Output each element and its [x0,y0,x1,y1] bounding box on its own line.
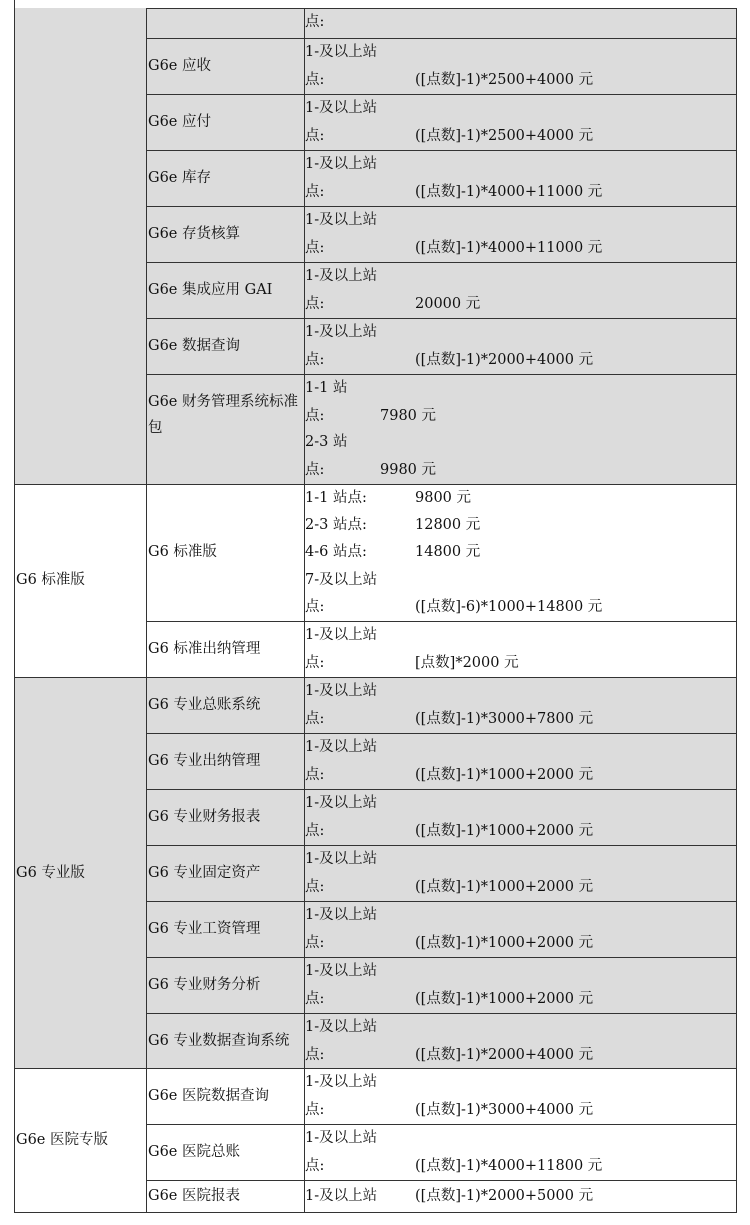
module-name: G6 专业出纳管理 [148,753,261,769]
row-divider [146,957,736,958]
site-range: 4-6 站点: [305,544,367,560]
price-formula: ([点数]-1)*1000+2000 元 [415,823,594,839]
site-range: 1-及以上站 [305,1188,378,1204]
row-divider [146,1013,736,1014]
site-range: 点: [305,184,325,200]
site-range: 1-1 站 [305,380,348,396]
price-formula: ([点数]-1)*2000+4000 元 [415,1047,594,1063]
price-formula: ([点数]-6)*1000+14800 元 [415,599,603,615]
group-label: G6 标准版 [16,572,85,588]
row-divider [146,318,736,319]
price-formula: ([点数]-1)*4000+11800 元 [415,1158,603,1174]
row-divider [146,845,736,846]
site-range: 点: [305,1158,325,1174]
site-range: 点: [305,72,325,88]
site-range: 点: [305,655,325,671]
row-divider [146,150,736,151]
row-divider [146,901,736,902]
site-range: 点: [305,767,325,783]
module-name: 包 [148,420,163,436]
group-divider [14,1212,736,1213]
site-range: 1-及以上站 [305,1019,378,1035]
module-name: G6 专业工资管理 [148,921,261,937]
site-range: 1-及以上站 [305,44,378,60]
module-name: G6e 数据查询 [148,338,240,354]
site-range: 点: [305,462,325,478]
module-name: G6 专业总账系统 [148,697,261,713]
price-formula: ([点数]-1)*2000+5000 元 [415,1188,594,1204]
price-formula: ([点数]-1)*3000+4000 元 [415,1102,594,1118]
module-name: G6e 应收 [148,58,211,74]
group-divider [14,484,736,485]
row-divider [146,789,736,790]
site-range: 点: [305,14,325,30]
module-name: G6 专业固定资产 [148,865,261,881]
site-range: 点: [305,240,325,256]
row-divider [146,38,736,39]
site-range: 1-及以上站 [305,683,378,699]
site-range: 1-及以上站 [305,795,378,811]
site-range: 1-及以上站 [305,739,378,755]
group-band [14,677,736,1068]
price-formula: ([点数]-1)*1000+2000 元 [415,767,594,783]
site-range: 点: [305,599,325,615]
column-rule [146,8,147,1213]
price-formula: 12800 元 [415,517,481,533]
row-divider [146,621,736,622]
module-name: G6e 集成应用 GAI [148,282,273,298]
group-label: G6 专业版 [16,865,85,881]
site-range: 点: [305,296,325,312]
price-formula: 9980 元 [380,462,437,478]
site-range: 1-及以上站 [305,268,378,284]
row-divider [146,1124,736,1125]
site-range: 1-及以上站 [305,212,378,228]
module-name: G6 专业财务分析 [148,977,261,993]
site-range: 1-及以上站 [305,907,378,923]
price-formula: ([点数]-1)*1000+2000 元 [415,991,594,1007]
site-range: 点: [305,879,325,895]
site-range: 1-1 站点: [305,490,367,506]
price-formula: ([点数]-1)*2500+4000 元 [415,72,594,88]
row-divider [146,374,736,375]
module-name: G6e 医院总账 [148,1144,240,1160]
site-range: 点: [305,128,325,144]
row-divider [146,733,736,734]
site-range: 点: [305,823,325,839]
price-formula: 20000 元 [415,296,481,312]
price-formula: ([点数]-1)*2500+4000 元 [415,128,594,144]
module-name: G6e 存货核算 [148,226,240,242]
site-range: 点: [305,1047,325,1063]
price-formula: ([点数]-1)*2000+4000 元 [415,352,594,368]
site-range: 点: [305,991,325,1007]
site-range: 7-及以上站 [305,572,378,588]
site-range: 1-及以上站 [305,1130,378,1146]
price-formula: ([点数]-1)*4000+11000 元 [415,240,603,256]
group-band [14,8,736,484]
module-name: G6 标准出纳管理 [148,641,261,657]
table-top-edge [146,8,736,9]
price-formula: ([点数]-1)*3000+7800 元 [415,711,594,727]
site-range: 点: [305,711,325,727]
site-range: 点: [305,1102,325,1118]
row-divider [146,262,736,263]
price-formula: ([点数]-1)*1000+2000 元 [415,879,594,895]
module-name: G6e 应付 [148,114,211,130]
group-divider [14,677,736,678]
row-divider [146,206,736,207]
column-rule [304,8,305,1213]
site-range: 1-及以上站 [305,851,378,867]
module-name: G6 标准版 [148,544,217,560]
module-name: G6 专业财务报表 [148,809,261,825]
site-range: 1-及以上站 [305,627,378,643]
site-range: 1-及以上站 [305,324,378,340]
row-divider [146,1180,736,1181]
price-formula: [点数]*2000 元 [415,655,519,671]
site-range: 点: [305,352,325,368]
site-range: 2-3 站 [305,434,348,450]
site-range: 1-及以上站 [305,156,378,172]
column-rule [14,0,15,1213]
site-range: 2-3 站点: [305,517,367,533]
price-formula: ([点数]-1)*1000+2000 元 [415,935,594,951]
price-formula: ([点数]-1)*4000+11000 元 [415,184,603,200]
group-label: G6e 医院专版 [16,1132,108,1148]
site-range: 1-及以上站 [305,1074,378,1090]
row-divider [146,94,736,95]
price-formula: 9800 元 [415,490,472,506]
site-range: 点: [305,408,325,424]
module-name: G6 专业数据查询系统 [148,1033,290,1049]
column-rule [736,8,737,1213]
module-name: G6e 医院报表 [148,1188,240,1204]
group-divider [14,1068,736,1069]
module-name: G6e 财务管理系统标准 [148,394,298,410]
price-formula: 7980 元 [380,408,437,424]
site-range: 1-及以上站 [305,963,378,979]
module-name: G6e 医院数据查询 [148,1088,269,1104]
module-name: G6e 库存 [148,170,211,186]
site-range: 点: [305,935,325,951]
price-formula: 14800 元 [415,544,481,560]
site-range: 1-及以上站 [305,100,378,116]
